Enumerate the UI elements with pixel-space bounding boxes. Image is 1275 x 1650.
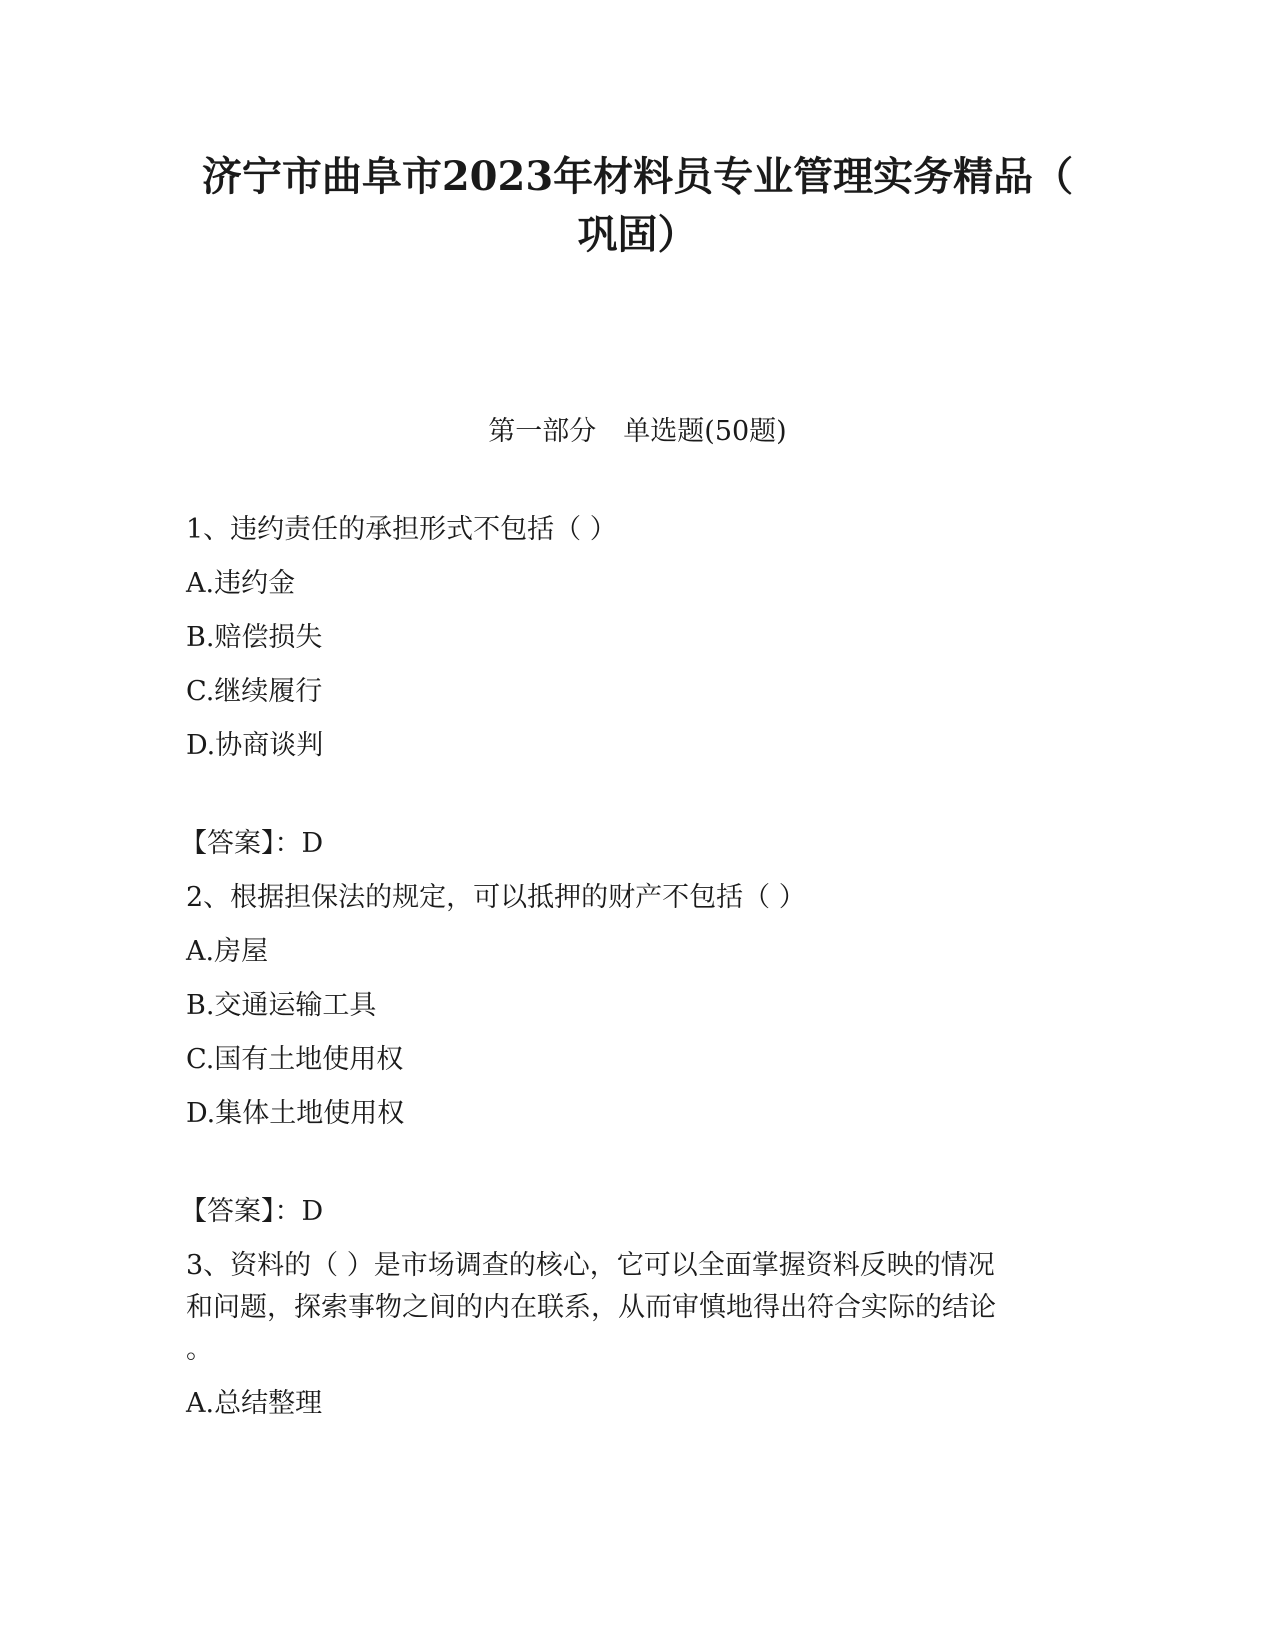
question-2-answer: 【答案】：D bbox=[180, 1196, 324, 1227]
question-1-option-b: B.赔偿损失 bbox=[186, 622, 323, 653]
question-3-stem-line-3: 。 bbox=[186, 1334, 213, 1365]
document-title-line-1: 济宁市曲阜市2023年材料员专业管理实务精品（ bbox=[201, 153, 1074, 200]
question-1-answer: 【答案】：D bbox=[180, 828, 324, 859]
question-2-stem: 2、根据担保法的规定，可以抵押的财产不包括（ ） bbox=[186, 882, 806, 913]
section-heading: 第一部分 单选题(50题) bbox=[488, 416, 787, 447]
question-2-option-a: A.房屋 bbox=[186, 936, 269, 967]
question-1-stem: 1、违约责任的承担形式不包括（ ） bbox=[186, 514, 617, 545]
question-2-option-c: C.国有土地使用权 bbox=[186, 1044, 404, 1075]
question-1-option-c: C.继续履行 bbox=[186, 676, 323, 707]
question-1-option-d: D.协商谈判 bbox=[186, 730, 324, 761]
question-1-option-a: A.违约金 bbox=[186, 568, 296, 599]
question-3-stem-line-1: 3、资料的（ ）是市场调查的核心，它可以全面掌握资料反映的情况 bbox=[186, 1250, 995, 1281]
document-title-line-2: 巩固） bbox=[577, 211, 698, 258]
question-2-option-b: B.交通运输工具 bbox=[186, 990, 377, 1021]
question-3-option-a: A.总结整理 bbox=[186, 1388, 323, 1419]
question-2-option-d: D.集体土地使用权 bbox=[186, 1098, 405, 1129]
question-3-stem-line-2: 和问题，探索事物之间的内在联系，从而审慎地得出符合实际的结论 bbox=[186, 1292, 996, 1323]
